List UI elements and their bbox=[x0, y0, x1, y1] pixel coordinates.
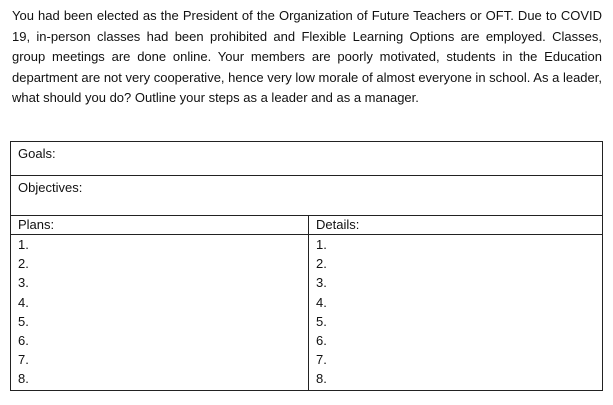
plan-item[interactable]: 7. bbox=[18, 352, 29, 368]
plan-item[interactable]: 1. bbox=[18, 237, 29, 252]
detail-item[interactable]: 1. bbox=[316, 237, 327, 252]
detail-item[interactable]: 4. bbox=[316, 294, 327, 310]
detail-item[interactable]: 5. bbox=[316, 313, 327, 329]
planning-table bbox=[10, 141, 603, 391]
plan-item[interactable]: 6. bbox=[18, 332, 29, 348]
plan-item[interactable]: 5. bbox=[18, 313, 29, 329]
plan-item[interactable]: 4. bbox=[18, 294, 29, 310]
detail-item[interactable]: 8. bbox=[316, 371, 327, 387]
detail-item[interactable]: 2. bbox=[316, 256, 327, 272]
details-column bbox=[309, 216, 602, 390]
detail-item[interactable]: 7. bbox=[316, 352, 327, 368]
detail-item[interactable]: 6. bbox=[316, 332, 327, 348]
detail-item[interactable]: 3. bbox=[316, 275, 327, 291]
goals-label: Goals: bbox=[18, 146, 56, 161]
plans-header: Plans: bbox=[11, 216, 308, 235]
plan-item[interactable]: 8. bbox=[18, 371, 29, 387]
details-header: Details: bbox=[309, 216, 602, 235]
plan-item[interactable]: 3. bbox=[18, 275, 29, 291]
objectives-row[interactable] bbox=[11, 176, 602, 216]
plans-list bbox=[11, 235, 308, 389]
plan-item[interactable]: 2. bbox=[18, 256, 29, 272]
assignment-prompt: You had been elected as the President of the Organization of Future Teachers or OFT. Due to COVID 19, in-person classes had been prohibited and Flexible Learning Options are employed. Classes, group meetings are done online. Your members are poorly motivated, students in the Education department are not very cooperative, hence very low morale of almost everyone in school. As a leader, what should you do? Outline your steps as a leader and as a manager. bbox=[12, 8, 602, 106]
plans-details-section bbox=[11, 216, 602, 390]
objectives-label: Objectives: bbox=[18, 180, 83, 195]
goals-row[interactable] bbox=[11, 142, 602, 176]
plans-column bbox=[11, 216, 308, 390]
details-list bbox=[309, 235, 602, 389]
